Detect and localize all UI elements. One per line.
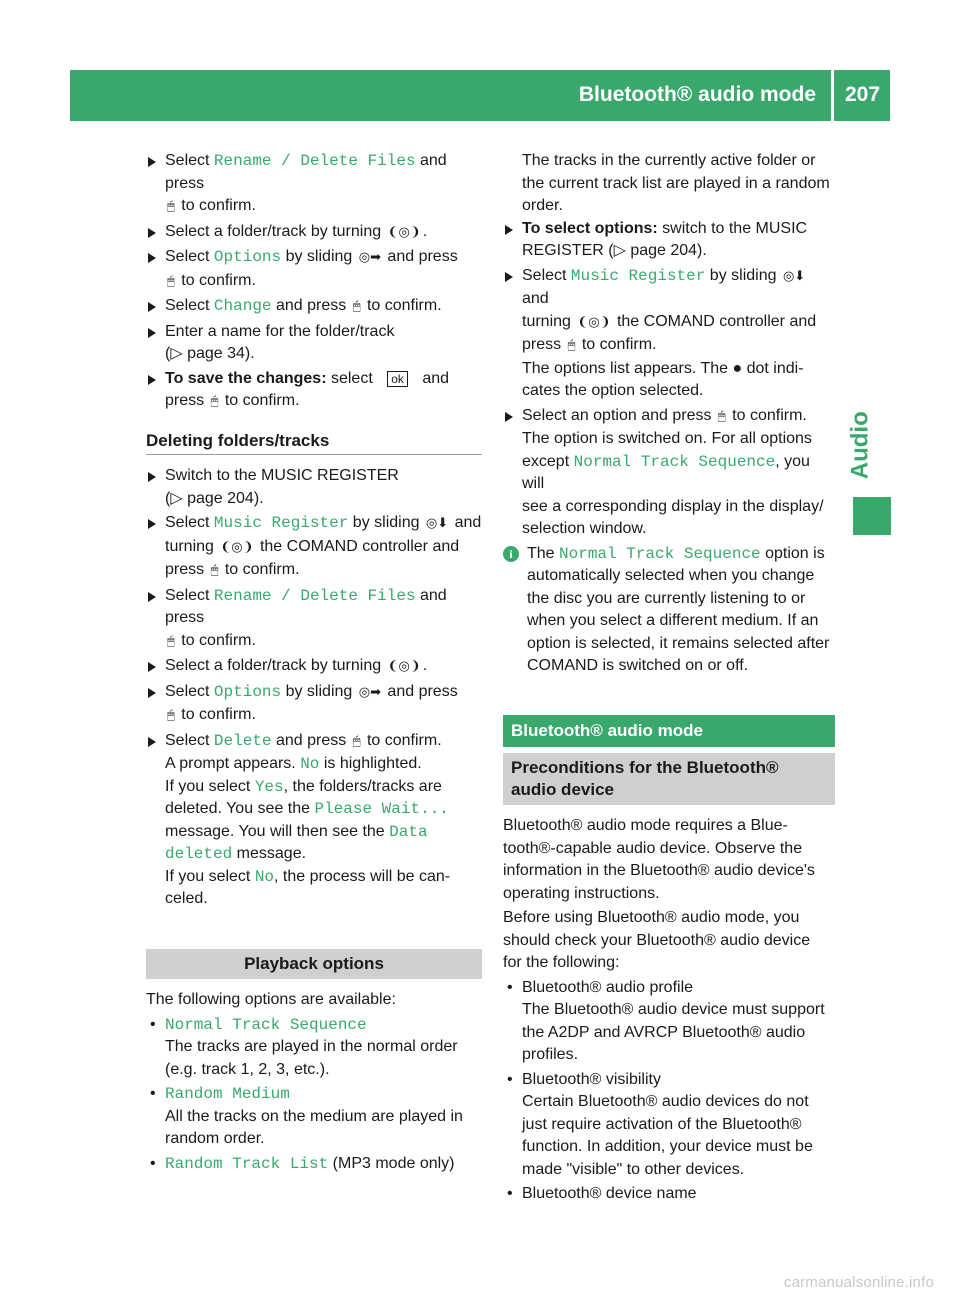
text: (MP3 mode only)	[328, 1154, 455, 1172]
menu-item-code: No	[254, 867, 275, 886]
text: Before using Bluetooth® audio mode, you	[503, 909, 800, 926]
text: order.	[522, 197, 563, 214]
info-note	[503, 543, 835, 678]
page-title: Bluetooth® audio mode	[578, 83, 816, 106]
section-heading-deleting: Deleting folders/tracks	[146, 430, 482, 456]
dot-icon: ●	[732, 359, 743, 377]
continued-text	[503, 150, 835, 218]
paragraph: The following options are available:	[146, 991, 396, 1008]
step	[146, 730, 482, 911]
text: random order.	[165, 1130, 265, 1147]
turn-icon: ❨◎❩	[387, 659, 421, 674]
text: A prompt appears.	[165, 755, 301, 772]
slide-down-icon: ◎⬇	[782, 268, 806, 284]
text: Select	[165, 152, 214, 169]
text: Certain Bluetooth® audio devices do not	[522, 1093, 809, 1110]
menu-item-code: Music Register	[570, 266, 706, 285]
text: to confirm.	[362, 731, 442, 749]
text: celed.	[165, 890, 208, 907]
side-tab	[833, 410, 889, 480]
text: to confirm.	[362, 297, 442, 314]
menu-item-code: Delete	[213, 731, 272, 750]
menu-item-code: Music Register	[213, 514, 349, 532]
text: Bluetooth® device name	[522, 1185, 697, 1202]
step	[146, 681, 482, 728]
option-code: Random Track List	[165, 1154, 329, 1173]
menu-item-code: Normal Track Sequence	[559, 544, 761, 563]
side-marker	[853, 497, 891, 535]
text: audio device	[511, 780, 614, 799]
menu-item-code: Rename / Delete Files	[213, 586, 416, 605]
step	[146, 246, 482, 293]
bold-label: To save the changes:	[165, 369, 327, 387]
step	[503, 405, 835, 541]
text: and	[522, 290, 549, 307]
header-divider	[831, 70, 834, 121]
step	[146, 512, 482, 583]
text: and	[417, 369, 450, 387]
press-icon: 🖱	[167, 199, 175, 214]
text: automatically selected when you change	[527, 567, 815, 584]
subsection-heading-preconditions	[503, 753, 835, 805]
text: The tracks in the currently active folder or	[522, 152, 816, 169]
text: and	[450, 514, 482, 531]
text: just require activation of the Bluetooth®	[522, 1115, 802, 1133]
step	[146, 150, 482, 219]
list-item	[146, 1083, 482, 1151]
text: turning	[165, 537, 219, 555]
step: Select a folder/track by turning ❨◎❩ .	[146, 221, 482, 245]
left-column	[146, 150, 482, 1177]
text: Select an option and press	[522, 406, 716, 424]
press-icon: 🖱	[210, 394, 219, 409]
text: Select	[165, 682, 214, 700]
text: Switch to the MUSIC REGISTER	[165, 467, 399, 484]
section-heading-playback: Playback options	[146, 949, 482, 980]
menu-item-code: Rename / Delete Files	[213, 152, 416, 170]
text: to confirm.	[176, 706, 256, 723]
text: press	[165, 561, 209, 578]
text: COMAND is switched on or off.	[527, 657, 749, 674]
page-reference: (▷ page 204).	[165, 489, 264, 507]
text: profiles.	[522, 1046, 579, 1063]
text: Select	[165, 297, 214, 314]
menu-item-code: Options	[213, 248, 282, 266]
text: and press	[165, 586, 447, 626]
text: Bluetooth® audio mode requires a Blue-	[503, 817, 788, 834]
list-item	[146, 1153, 482, 1176]
text: by sliding	[281, 248, 357, 265]
text: the current track list are played in a random	[522, 174, 830, 192]
text: Select	[165, 586, 214, 604]
text: option is	[760, 544, 825, 562]
press-icon: 🖱	[567, 338, 576, 353]
press-icon: 🖱	[352, 733, 361, 749]
press-icon: 🖱	[167, 633, 175, 649]
text: and press	[271, 297, 351, 314]
text: for the following:	[503, 954, 620, 971]
text: to confirm.	[220, 561, 300, 578]
text: Bluetooth® audio profile	[522, 978, 694, 996]
slide-down-icon: ◎⬇	[425, 516, 449, 531]
text: the COMAND controller and	[255, 537, 460, 555]
turn-icon: ❨◎❩	[577, 314, 611, 330]
text: switch to the MUSIC	[657, 219, 808, 237]
text: information in the Bluetooth® audio device's	[503, 862, 815, 879]
text: dot indi-	[742, 359, 804, 377]
text: to confirm.	[727, 406, 807, 424]
text: except	[522, 452, 574, 470]
press-icon: 🖱	[167, 708, 175, 723]
text: should check your Bluetooth® audio device	[503, 931, 811, 949]
menu-item-code: Normal Track Sequence	[573, 452, 776, 471]
text: the A2DP and AVRCP Bluetooth® audio	[522, 1023, 806, 1041]
text: is highlighted.	[319, 755, 422, 772]
text: and press	[382, 682, 458, 700]
text: message.	[232, 845, 307, 862]
step: Select a folder/track by turning ❨◎❩ .	[146, 655, 482, 679]
text: Select	[165, 248, 214, 265]
watermark: carmanualsonline.info	[783, 1273, 934, 1291]
menu-item-code: deleted	[165, 845, 233, 863]
text: select	[326, 369, 378, 387]
text: Select	[165, 731, 214, 749]
text: If you select	[165, 867, 255, 885]
text: and press	[165, 152, 447, 192]
text: Enter a name for the folder/track	[165, 322, 395, 340]
option-code: Normal Track Sequence	[165, 1015, 367, 1034]
text: selection window.	[522, 520, 647, 537]
text: see a corresponding display in the display/	[522, 497, 824, 515]
text: the COMAND controller and	[612, 312, 817, 330]
page-number: 207	[845, 83, 881, 106]
text: Select a folder/track by turning	[165, 657, 386, 674]
text: and press	[271, 731, 351, 749]
text: made "visible" to other devices.	[522, 1160, 745, 1178]
step	[503, 218, 835, 263]
text: All the tracks on the medium are played in	[165, 1107, 463, 1125]
text: press	[165, 392, 209, 409]
text: Select a folder/track by turning	[165, 222, 386, 240]
turn-icon: ❨◎❩	[387, 224, 421, 240]
text: cates the option selected.	[522, 382, 704, 399]
paragraph	[503, 815, 835, 905]
text: Select	[522, 266, 571, 284]
text: press	[522, 336, 566, 353]
text: option is selected, it remains selected after	[527, 634, 830, 652]
text: by sliding	[281, 682, 357, 700]
text: , the folders/tracks are	[283, 777, 442, 795]
menu-item-code: Change	[213, 297, 272, 315]
text: , the process will be can-	[274, 867, 451, 885]
list-item	[146, 1014, 482, 1082]
text: when you select a different medium. If an	[527, 612, 819, 629]
text: and press	[382, 248, 458, 265]
list-item	[503, 1069, 835, 1182]
step	[146, 295, 482, 319]
step	[503, 265, 835, 403]
text: Preconditions for the Bluetooth®	[511, 758, 779, 777]
ok-icon: ok	[387, 371, 408, 387]
menu-item-code: Data	[389, 822, 428, 841]
info-icon: i	[503, 546, 519, 562]
text: by sliding	[348, 514, 424, 531]
text: (e.g. track 1, 2, 3, etc.).	[165, 1060, 330, 1078]
text: If you select	[165, 777, 255, 795]
step	[146, 465, 482, 510]
press-icon: 🖱	[717, 408, 726, 424]
page-reference: (▷ page 34).	[165, 345, 255, 362]
text: to confirm.	[577, 336, 657, 353]
press-icon: 🖱	[167, 273, 175, 289]
text: REGISTER (▷ page 204).	[522, 242, 707, 259]
menu-item-code: Yes	[254, 777, 284, 796]
right-column	[503, 150, 835, 1208]
text: Bluetooth® visibility	[522, 1070, 661, 1088]
text: by sliding	[705, 266, 781, 284]
menu-item-code: No	[300, 755, 320, 773]
slide-right-icon: ◎➡	[358, 250, 381, 265]
step	[146, 585, 482, 654]
text: deleted. You see the	[165, 800, 315, 817]
menu-item-code: Options	[213, 682, 282, 701]
text: to confirm.	[176, 631, 256, 649]
text: to confirm.	[176, 271, 256, 289]
step	[146, 321, 482, 366]
list-item	[503, 1183, 835, 1206]
press-icon: 🖱	[352, 299, 361, 314]
text: The Bluetooth® audio device must support	[522, 1001, 825, 1018]
text: Select	[165, 514, 214, 531]
turn-icon: ❨◎❩	[220, 539, 254, 555]
text: function. In addition, your device must be	[522, 1138, 813, 1155]
text: The	[527, 544, 560, 562]
text: The option is switched on. For all options	[522, 430, 812, 447]
text: to confirm.	[220, 392, 300, 409]
bold-label: To select options:	[522, 219, 658, 237]
text: The tracks are played in the normal order	[165, 1038, 458, 1055]
press-icon: 🖱	[210, 563, 219, 578]
text: operating instructions.	[503, 884, 660, 902]
step	[146, 368, 482, 414]
section-heading-bluetooth: Bluetooth® audio mode	[503, 715, 835, 748]
text: The options list appears. The	[522, 359, 733, 377]
paragraph	[503, 907, 835, 975]
slide-right-icon: ◎➡	[358, 684, 381, 700]
option-code: Random Medium	[165, 1085, 290, 1103]
menu-item-code: Please Wait...	[314, 800, 449, 818]
text: to confirm.	[176, 197, 256, 214]
text: the disc you are currently listening to or	[527, 589, 806, 607]
side-tab-label: Audio	[846, 411, 874, 479]
text: turning	[522, 312, 576, 330]
list-item	[503, 977, 835, 1067]
text: tooth®-capable audio device. Observe the	[503, 839, 803, 857]
text: , you will	[522, 452, 810, 492]
text: message. You will then see the	[165, 822, 390, 840]
